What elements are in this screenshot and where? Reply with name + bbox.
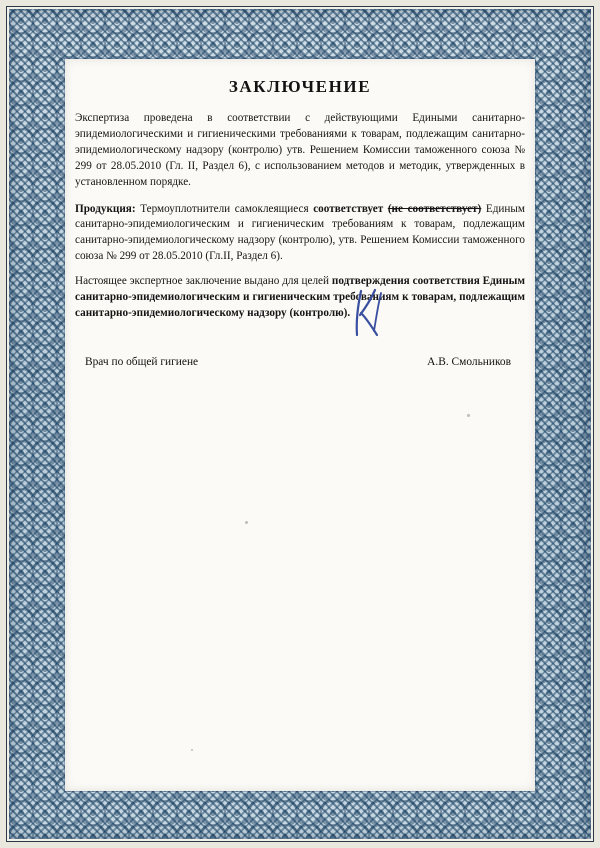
product-name: Термоуплотнители самоклеящиеся	[140, 202, 309, 215]
paragraph-product	[75, 202, 525, 266]
non-conformity-word-struck: (не соответствует)	[387, 202, 482, 215]
signer-position: Врач по общей гигиене	[85, 355, 199, 368]
conformity-word: соответствует	[313, 202, 384, 215]
document-body	[75, 73, 525, 791]
paragraph-purpose	[75, 274, 525, 322]
product-requirements-text: Единым санитарно-эпидемиологическим и гигиеническим требованиям к товарам, подлежащим санитарно-эпидемиологическому надзору (контролю), утв. Решением Комиссии таможенного союза № 299 от 28.05.2010 (Гл.II, Раздел 6).	[75, 202, 526, 263]
purpose-text-bold: подтверждения соответствия Единым санитарно-эпидемиологическим и гигиеническим требованиям к товарам, подлежащим санитарно-эпидемиологическому надзору (контролю).	[75, 275, 526, 319]
product-label: Продукция:	[75, 202, 136, 215]
blank-area	[75, 368, 525, 791]
paragraph-expertise: Экспертиза проведена в соответствии с действующими Едиными санитарно-эпидемиологическими и гигиеническими требованиями к товарам, подлежащим санитарно-эпидемиологическому надзору (контролю) утв. Решением Комиссии таможенного союза № 299 от 28.05.2010 (Гл. II, Раздел 6), с использованием методов и методик, утвержденных в установленном порядке.	[75, 112, 525, 188]
purpose-text-lead: Настоящее экспертное заключение выдано для целей	[75, 275, 332, 288]
signature-block	[75, 356, 525, 368]
document-paper-area	[65, 59, 535, 791]
signer-name: А.В. Смольников	[427, 355, 511, 368]
document-sheet	[6, 6, 594, 842]
page-title: ЗАКЛЮЧЕНИЕ	[228, 77, 372, 96]
